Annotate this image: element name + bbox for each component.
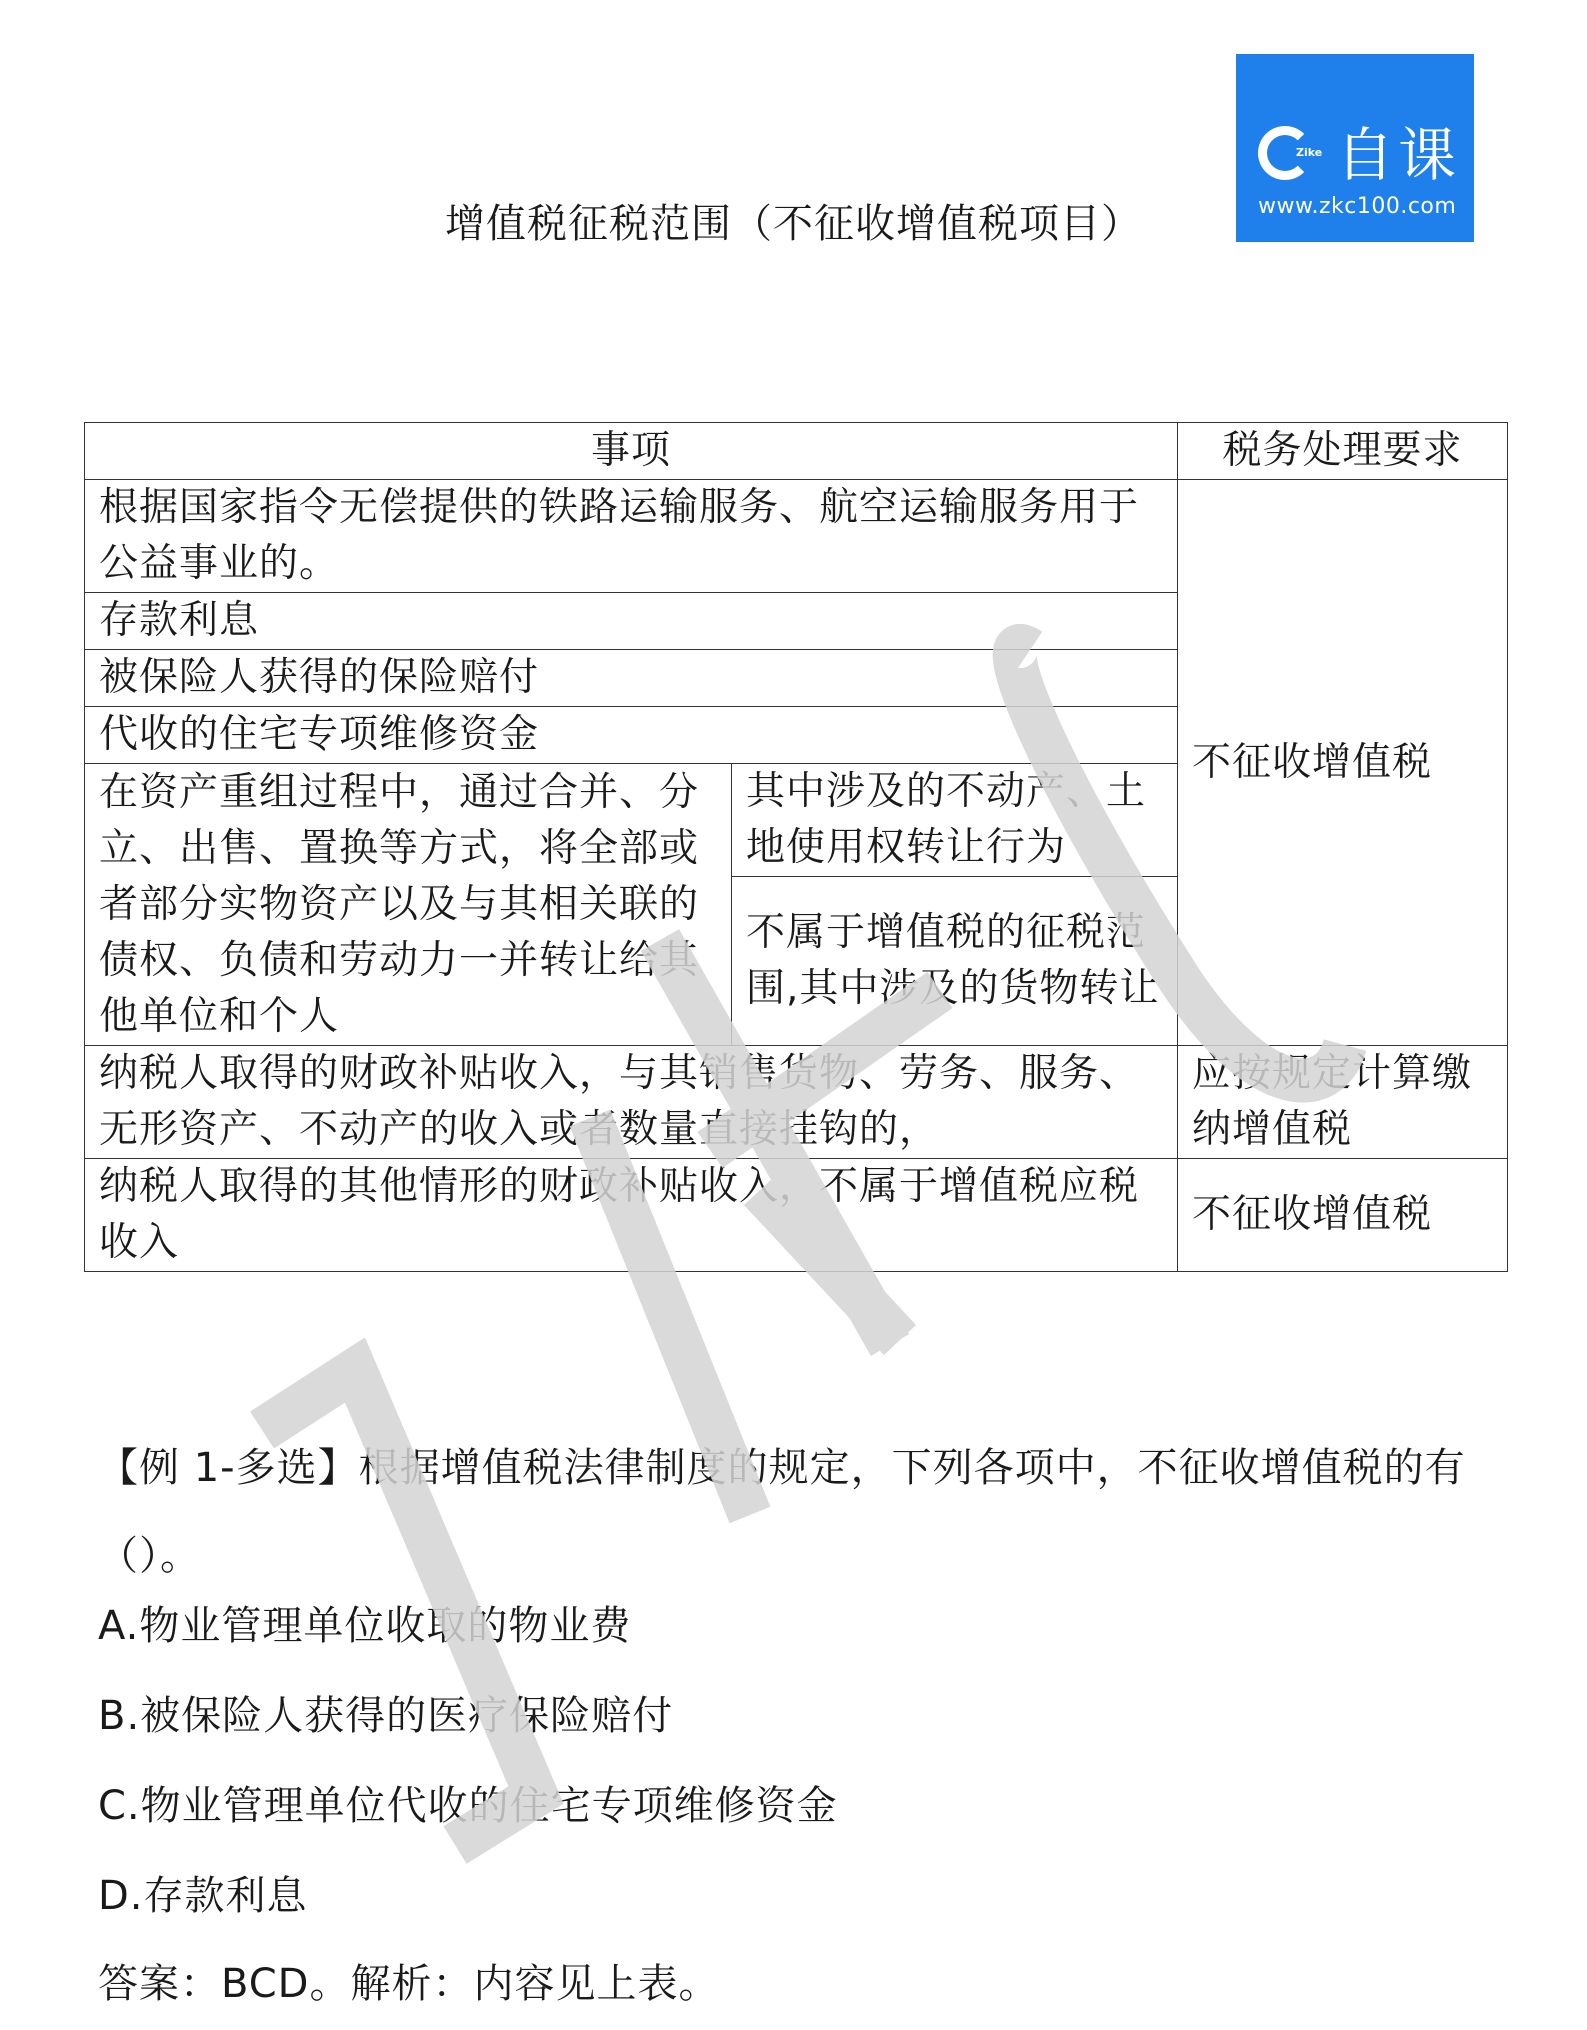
option-b: B.被保险人获得的医疗保险赔付 — [98, 1693, 674, 1739]
option-a: A.物业管理单位收取的物业费 — [98, 1603, 632, 1649]
table-header-row — [85, 423, 1508, 480]
option-c: C.物业管理单位代收的住宅专项维修资金 — [98, 1783, 838, 1829]
logo-name: 自课 — [1336, 121, 1461, 189]
header-item: 事项 — [85, 423, 1178, 480]
tax-table — [84, 422, 1508, 1272]
table-row — [85, 480, 1508, 593]
answer-text: 答案：BCD。解析：内容见上表。 — [98, 1961, 720, 2007]
page-title: 增值税征税范围（不征收增值税项目） — [445, 201, 1142, 247]
treatment-group1: 不征收增值税 — [1178, 480, 1508, 1046]
row-item: 根据国家指令无偿提供的铁路运输服务、航空运输服务用于公益事业的。 — [85, 480, 1178, 593]
row-item-restructuring: 在资产重组过程中，通过合并、分立、出售、置换等方式，将全部或者部分实物资产以及与其相关联的债权、负债和劳动力一并转让给其他单位和个人 — [85, 764, 732, 1046]
table-row — [85, 1159, 1508, 1272]
logo-mark-text: Zike — [1296, 146, 1323, 159]
treatment-r8: 不征收增值税 — [1178, 1159, 1508, 1272]
table-row — [85, 1046, 1508, 1159]
row-item: 代收的住宅专项维修资金 — [85, 707, 1178, 764]
question-stem: 【例 1-多选】根据增值税法律制度的规定，下列各项中，不征收增值税的有（）。 — [98, 1445, 1466, 1579]
option-d: D.存款利息 — [98, 1873, 308, 1919]
header-treatment: 税务处理要求 — [1178, 423, 1508, 480]
row-item: 存款利息 — [85, 593, 1178, 650]
row-subitem-goods: 不属于增值税的征税范围,其中涉及的货物转让 — [732, 877, 1178, 1046]
treatment-r7: 应按规定计算缴纳增值税 — [1178, 1046, 1508, 1159]
row-item: 纳税人取得的财政补贴收入，与其销售货物、劳务、服务、无形资产、不动产的收入或者数量直接挂钩的， — [85, 1046, 1178, 1159]
row-subitem-realestate: 其中涉及的不动产、土地使用权转让行为 — [732, 764, 1178, 877]
logo-url: www.zkc100.com — [1258, 194, 1457, 219]
row-item: 纳税人取得的其他情形的财政补贴收入，不属于增值税应税收入 — [85, 1159, 1178, 1272]
row-item: 被保险人获得的保险赔付 — [85, 650, 1178, 707]
